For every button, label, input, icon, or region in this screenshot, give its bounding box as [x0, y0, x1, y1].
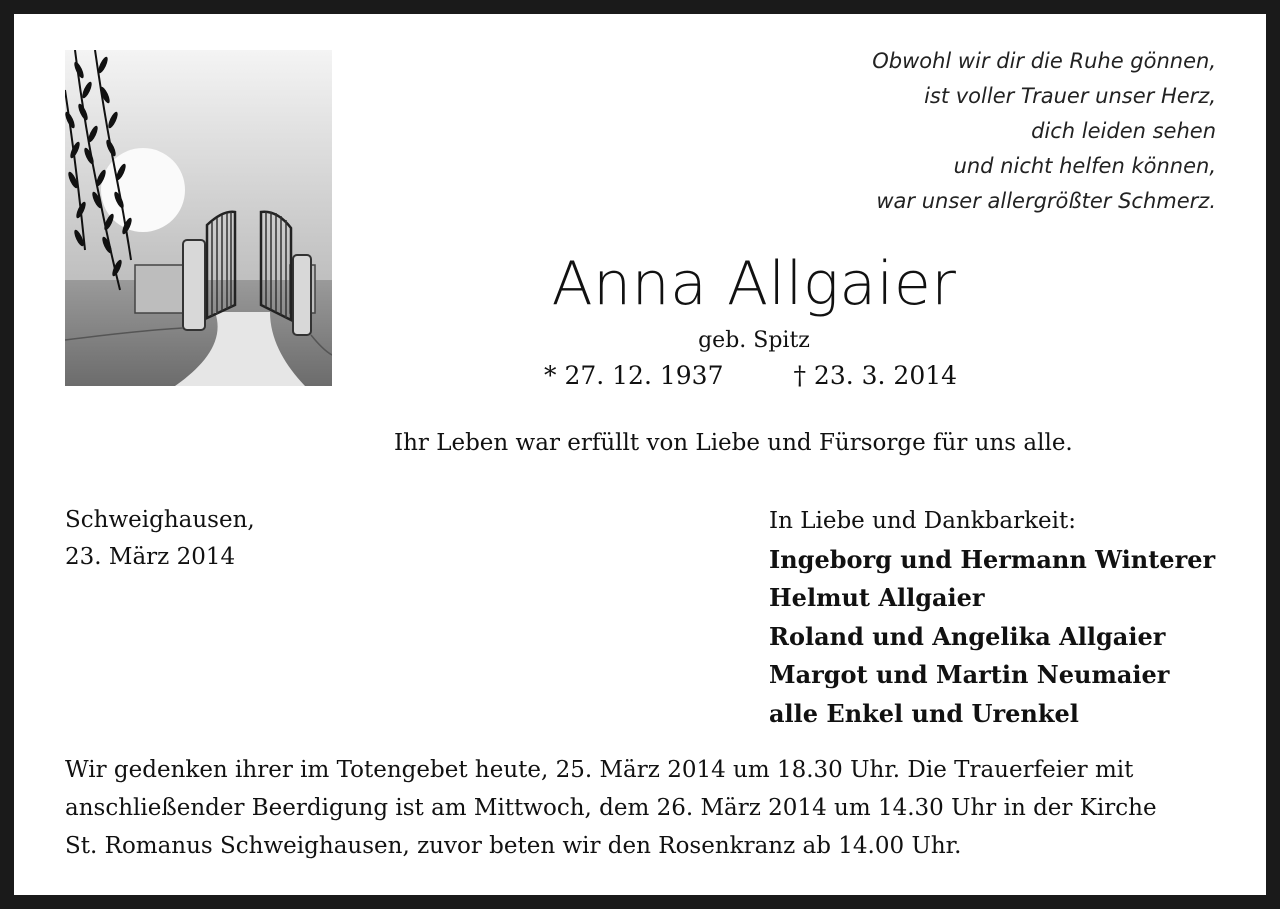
place: Schweighausen, — [65, 507, 255, 533]
poem — [872, 44, 1216, 219]
poem-line: Obwohl wir dir die Ruhe gönnen, — [872, 49, 1216, 73]
gate-moon-willow-illustration — [65, 50, 332, 386]
maiden-name: geb. Spitz — [698, 328, 810, 353]
death-date: † 23. 3. 2014 — [793, 361, 958, 390]
notice-line: anschließender Beerdigung ist am Mittwoch, dem 26. März 2014 um 14.30 Uhr in der Kirche — [65, 795, 1157, 821]
mourner-name: alle Enkel und Urenkel — [769, 698, 1079, 728]
mourners-intro: In Liebe und Dankbarkeit: — [769, 508, 1076, 534]
tagline: Ihr Leben war erfüllt von Liebe und Fürsorge für uns alle. — [394, 430, 1073, 456]
mourners — [769, 502, 1215, 733]
poem-line: war unser allergrößter Schmerz. — [876, 189, 1216, 213]
birth-date: * 27. 12. 1937 — [544, 361, 724, 390]
place-date — [65, 502, 255, 576]
service-notice — [65, 751, 1225, 865]
life-dates — [544, 358, 957, 394]
mourner-name: Roland und Angelika Allgaier — [769, 621, 1166, 651]
notice-line: Wir gedenken ihrer im Totengebet heute, 25. März 2014 um 18.30 Uhr. Die Trauerfeier mit — [65, 757, 1134, 783]
date: 23. März 2014 — [65, 544, 236, 570]
mourner-name: Ingeborg und Hermann Winterer — [769, 544, 1216, 574]
poem-line: dich leiden sehen — [1031, 119, 1216, 143]
mourner-name: Margot und Martin Neumaier — [769, 660, 1170, 689]
notice-line: St. Romanus Schweighausen, zuvor beten wir den Rosenkranz ab 14.00 Uhr. — [65, 833, 962, 859]
mourner-name: Helmut Allgaier — [769, 583, 985, 612]
deceased-name: Anna Allgaier — [551, 249, 957, 319]
obituary-card — [14, 14, 1266, 895]
poem-line: und nicht helfen können, — [953, 154, 1216, 178]
poem-line: ist voller Trauer unser Herz, — [924, 84, 1216, 108]
